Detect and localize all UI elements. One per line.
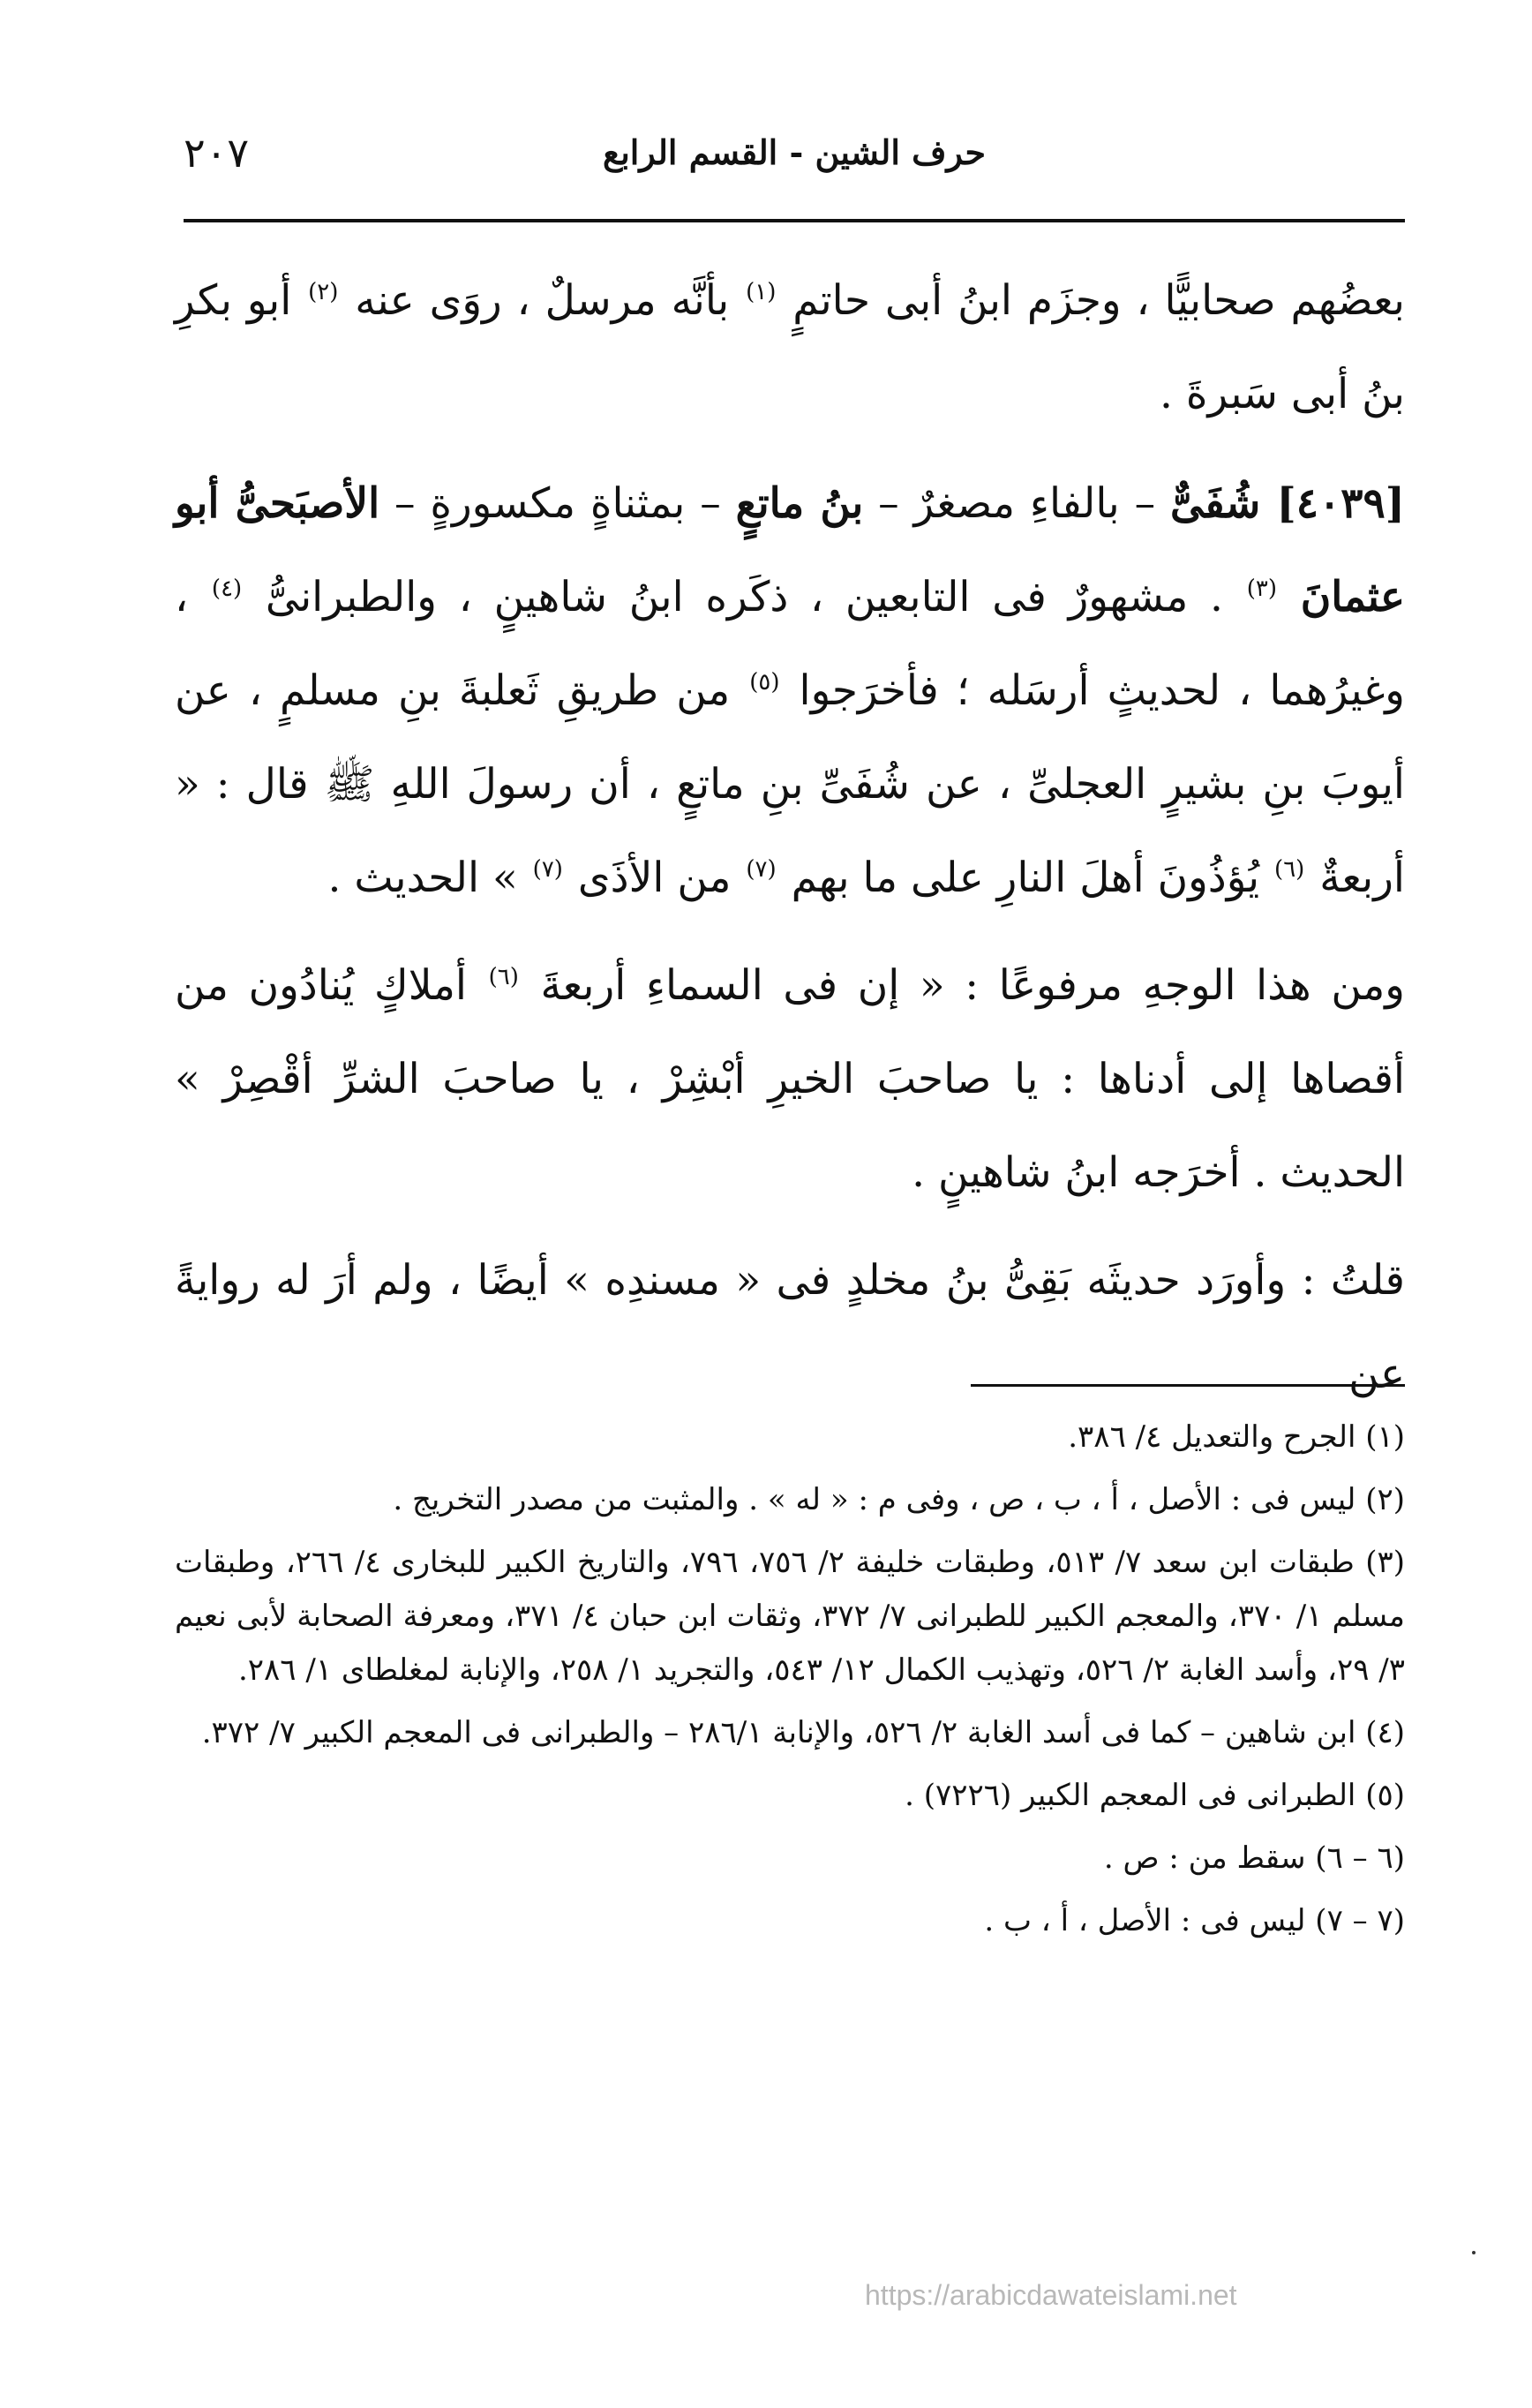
footnote-ref: (٣) bbox=[1246, 576, 1278, 603]
text-run: – بالفاءِ مصغرٌ – bbox=[878, 479, 1156, 528]
scan-mark bbox=[1472, 2251, 1476, 2254]
footnote-item: (٧ – ٧) ليس فى : الأصل ، أ ، ب . bbox=[984, 1903, 1405, 1938]
watermark-url: https://arabicdawateislami.net bbox=[865, 2279, 1237, 2311]
text-run: – بمثناةٍ مكسورةٍ – bbox=[394, 479, 721, 528]
footnote-item: (٤) ابن شاهين – كما فى أسد الغابة ٢/ ٥٢٦، والإنابة ٢٨٦/١ – والطبرانى فى المعجم الكبير ٧/ ٣٧٢. bbox=[201, 1715, 1405, 1750]
text-run: من الأذَى bbox=[577, 854, 732, 902]
footnote-ref: (٧) bbox=[746, 856, 777, 884]
text-run: أبو بكرِ بنُ أبى سَبرةَ . bbox=[175, 276, 1405, 418]
text-run: ومن هذا الوجهِ مرفوعًا : « إن فى السماءِ أربعةَ bbox=[540, 961, 1405, 1010]
running-title: حرف الشين - القسم الرابع bbox=[603, 132, 986, 172]
text-run: » الحديث . bbox=[327, 854, 518, 902]
main-text bbox=[175, 254, 1405, 1435]
footnote-ref: (٤) bbox=[211, 576, 243, 603]
entry-heading: [٤٠٣٩] شُفَىٌّ bbox=[1169, 479, 1406, 528]
text-run: ، وغيرُهما ، لحديثٍ أرسَله ؛ فأخرَجوا bbox=[175, 573, 1405, 715]
page-header bbox=[184, 129, 1405, 194]
paragraph bbox=[175, 939, 1405, 1220]
header-rule bbox=[184, 219, 1405, 222]
footnote-ref: (٦) bbox=[1274, 856, 1305, 884]
text-run: من طريقِ ثَعلبةَ بنِ مسلمٍ ، عن أيوبَ بنِ بشيرٍ العجلىِّ ، عن شُفَىِّ بنِ ماتعٍ ، أن رسولَ اللهِ ﷺ قال : « أربعةٌ bbox=[175, 666, 1405, 902]
footnote-item: (٥) الطبرانى فى المعجم الكبير (٧٢٢٦) . bbox=[905, 1778, 1405, 1813]
text-run: أملاكٍ يُنادُون من أقصاها إلى أدناها : يا صاحبَ الخيرِ أبْشِرْ ، يا صاحبَ الشرِّ أقْصِرْ » الحديث . أخرَجه ابنُ شاهينٍ . bbox=[175, 961, 1405, 1197]
footnote-item: (١) الجرح والتعديل ٤/ ٣٨٦. bbox=[1068, 1419, 1405, 1455]
text-run: قلتُ : وأورَد حديثَه بَقِىُّ بنُ مخلدٍ فى « مسندِه » أيضًا ، ولم أرَ له روايةً عن bbox=[175, 1256, 1405, 1398]
footnote-item: (٣) طبقات ابن سعد ٧/ ٥١٣، وطبقات خليفة ٢/ ٧٥٦، ٧٩٦، والتاريخ الكبير للبخارى ٤/ ٢٦٦، وطبقات مسلم ١/ ٣٧٠، والمعجم الكبير للطبرانى ٧/ ٣٧٢، وثقات ابن حبان ٤/ ٣٧١، ومعرفة الصحابة لأبى نعيم ٣/ ٢٩، وأسد الغابة ٢/ ٥٢٦، وتهذيب الكمال ١٢/ ٥٤٣، والتجريد ١/ ٢٥٨، والإنابة لمغلطاى ١/ ٢٨٦. bbox=[175, 1545, 1406, 1688]
footnote-list bbox=[175, 1411, 1405, 1948]
footnote-ref: (٢) bbox=[308, 279, 339, 306]
text-run: بعضُهم صحابيًّا ، وجزَم ابنُ أبى حاتمٍ bbox=[792, 276, 1405, 325]
footnote-item: (٦ – ٦) سقط من : ص . bbox=[1103, 1840, 1405, 1876]
footnote-item: (٢) ليس فى : الأصل ، أ ، ب ، ص ، وفى م : « له » . والمثبت من مصدر التخريج . bbox=[393, 1482, 1405, 1517]
page-number: ٢٠٧ bbox=[184, 129, 250, 177]
footnotes bbox=[175, 1411, 1405, 1957]
footnote-separator bbox=[971, 1384, 1405, 1387]
footnote-ref: (١) bbox=[746, 279, 777, 306]
paragraph-continuation bbox=[175, 254, 1405, 441]
text-run: بأنَّه مرسلٌ ، روَى عنه bbox=[355, 276, 730, 325]
entry-nisba: الأصبَحىُّ أبو عثمانَ bbox=[175, 479, 1405, 621]
paragraph bbox=[175, 1234, 1405, 1421]
text-run: . مشهورٌ فى التابعين ، ذكَره ابنُ شاهينٍ ، والطبرانىُّ bbox=[265, 573, 1223, 621]
entry-paragraph bbox=[175, 457, 1405, 925]
entry-name: بنُ ماتعٍ bbox=[735, 479, 864, 528]
text-run: يُؤذُونَ أهلَ النارِ على ما بهم bbox=[791, 854, 1260, 902]
footnote-ref: (٧) bbox=[532, 856, 563, 884]
footnote-ref: (٦) bbox=[488, 964, 519, 991]
footnote-ref: (٥) bbox=[749, 669, 780, 696]
